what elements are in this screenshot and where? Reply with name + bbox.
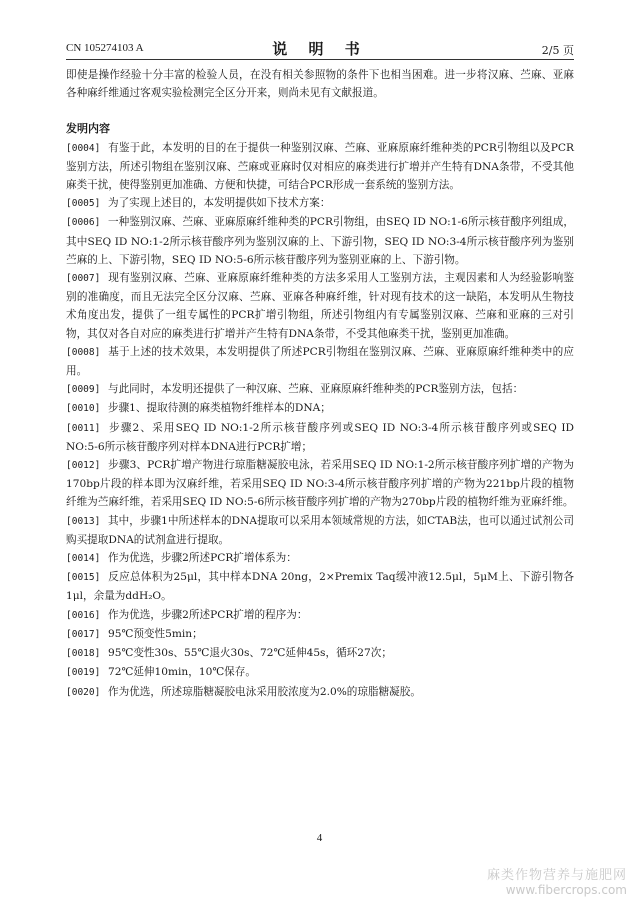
paragraph-text: 95℃预变性5min； [108,627,203,640]
document-body [66,66,574,702]
document-title: 说 明 书 [272,40,368,58]
paragraph [66,343,574,380]
paragraph-text: 作为优选，步骤2所述PCR扩增的程序为： [108,608,308,621]
paragraph-text: 其中，步骤1中所述样本的DNA提取可以采用本领域常规的方法，如CTAB法，也可以通过试剂公司购买提取DNA的试剂盒进行提取。 [66,514,574,546]
watermark-text: 麻类作物营养与施肥网 [486,868,627,883]
paragraph [66,380,574,399]
paragraph-number: [0008] [66,346,101,358]
paragraph-number: [0006] [66,217,101,229]
paragraph-number: [0009] [66,384,101,396]
paragraph [66,419,574,456]
watermark-url: www.fibercrops.com [505,883,627,897]
paragraph-number: [0005] [66,198,101,210]
paragraph-text: 步骤2、采用SEQ ID NO:1-2所示核苷酸序列或SEQ ID NO:3-4所示核苷酸序列或SEQ ID NO:5-6所示核苷酸序列对样本DNA进行PCR扩增； [66,421,574,453]
paragraph [66,549,574,568]
paragraph-text: 与此同时，本发明还提供了一种汉麻、苎麻、亚麻原麻纤维种类的PCR鉴别方法，包括： [108,383,524,396]
paragraph [66,663,574,682]
paragraph [66,213,574,269]
paragraph-number: [0017] [66,628,101,640]
paragraph-text: 反应总体积为25μl，其中样本DNA 20ng，2×Premix Taq缓冲液12.5μl，5μM上、下游引物各1μl，余量为ddH₂O。 [66,571,574,603]
paragraph-number: [0004] [66,142,101,154]
page-count: 2/5 页 [541,44,574,57]
paragraph [66,625,574,644]
paragraph [66,194,574,213]
paragraph-number: [0011] [66,422,101,434]
paragraph-text: 72℃延伸10min，10℃保存。 [108,666,256,679]
paragraph-number: [0015] [66,572,101,584]
paragraph-list [66,139,574,702]
paragraph-number: [0007] [66,273,101,285]
paragraph [66,139,574,195]
paragraph [66,568,574,605]
page-number: 4 [316,832,323,844]
paragraph-text: 有鉴于此，本发明的目的在于提供一种鉴别汉麻、苎麻、亚麻原麻纤维种类的PCR引物组以及PCR鉴别方法，所述引物组在鉴别汉麻、苎麻或亚麻时仅对相应的麻类进行扩增并产生特有DNA条带，不受其他麻类干扰，使得鉴别更加准确、方便和快捷，可结合PCR形成一套系统的鉴别方法。 [66,141,574,192]
paragraph-number: [0020] [66,686,101,698]
paragraph-number: [0019] [66,667,101,679]
paragraph-text: 基于上述的技术效果，本发明提供了所述PCR引物组在鉴别汉麻、苎麻、亚麻原麻纤维种类中的应用。 [66,345,574,378]
paragraph-text: 作为优选，所述琼脂糖凝胶电泳采用胶浓度为2.0%的琼脂糖凝胶。 [108,685,421,698]
header-divider [66,59,574,60]
paragraph [66,269,574,343]
paragraph [66,399,574,418]
paragraph [66,456,574,512]
paragraph-text: 为了实现上述目的，本发明提供如下技术方案： [108,197,331,210]
paragraph [66,512,574,549]
paragraph-number: [0013] [66,515,101,527]
patent-number: CN 105274103 A [66,42,144,54]
section-title: 发明内容 [66,122,110,136]
paragraph-number: [0016] [66,609,101,621]
paragraph-text: 作为优选，步骤2所述PCR扩增体系为： [108,552,297,565]
paragraph-number: [0010] [66,403,101,415]
paragraph-text: 一种鉴别汉麻、苎麻、亚麻原麻纤维种类的PCR引物组，由SEQ ID NO:1-6所示核苷酸序列组成，其中SEQ ID NO:1-2所示核苷酸序列为鉴别汉麻的上、下游引物，SEQ ID NO:3-4所示核苷酸序列为鉴别苎麻的上、下游引物，SEQ ID NO:5-6所示核苷酸序列为鉴别亚麻的上、下游引物。 [66,216,574,266]
paragraph [66,606,574,625]
paragraph [66,683,574,702]
paragraph-number: [0012] [66,460,101,472]
paragraph-text: 步骤3、PCR扩增产物进行琼脂糖凝胶电泳，若采用SEQ ID NO:1-2所示核苷酸序列扩增的产物为170bp片段的样本即为汉麻纤维，若采用SEQ ID NO:3-4所示核苷酸序列扩增的产物为221bp片段的植物纤维为苎麻纤维，若采用SEQ ID NO:5-6所示核苷酸序列扩增的产物为270bp片段的植物纤维为亚麻纤维。 [66,459,574,509]
paragraph-number: [0014] [66,553,101,565]
paragraph-text: 95℃变性30s、55℃退火30s、72℃延伸45s，循环27次； [108,647,392,660]
paragraph [66,644,574,663]
site-watermark [487,864,627,897]
paragraph-text: 步骤1、提取待测的麻类植物纤维样本的DNA； [108,402,331,415]
intro-paragraph: 即使是操作经验十分丰富的检验人员，在没有相关参照物的条件下也相当困难。进一步将汉麻、苎麻、亚麻各种麻纤维通过客观实验检测完全区分开来，则尚未见有文献报道。 [66,69,574,100]
paragraph-text: 现有鉴别汉麻、苎麻、亚麻原麻纤维种类的方法多采用人工鉴别方法，主观因素和人为经验影响鉴别的准确度，而且无法完全区分汉麻、苎麻、亚麻各种麻纤维，针对现有技术的这一缺陷，本发明从生物技术角度出发，提供了一组专属性的PCR扩增引物组，所述引物组内有专属鉴别汉麻、苎麻和亚麻的三对引物，其仅对各自对应的麻类进行扩增并产生特有DNA条带，不受其他麻类干扰，鉴别更加准确。 [66,272,574,340]
paragraph-number: [0018] [66,648,101,660]
page-header [66,38,574,58]
